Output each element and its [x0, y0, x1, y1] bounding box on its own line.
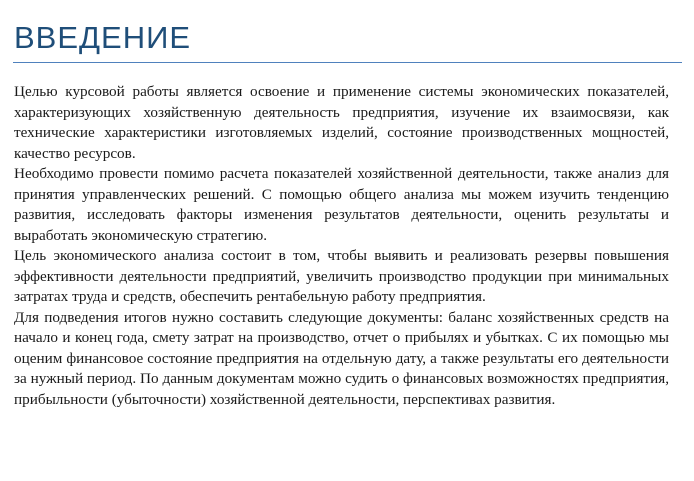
document-body: [14, 82, 669, 410]
paragraph-goal: Целью курсовой работы является освоение и применение системы экономических показателей, характеризующих хозяйственную деятельность предприятия, изучение их взаимосвязи, как технические характеристики изготовляемых изделий, состояние производственных мощностей, качество ресурсов.: [14, 83, 669, 162]
paragraph-economic-analysis: Цель экономического анализа состоит в том, чтобы выявить и реализовать резервы повышения эффективности деятельности предприятий, увеличить производство продукции при минимальных затратах труда и средств, обеспечить рентабельную работу предприятия.: [14, 247, 669, 305]
paragraph-analysis: Необходимо провести помимо расчета показателей хозяйственной деятельности, также анализ для принятия управленческих решений. С помощью общего анализа мы можем изучить тенденцию развития, исследовать факторы изменения результатов деятельности, оценить результаты и выработать экономическую стратегию.: [14, 165, 669, 244]
paragraph-documents: Для подведения итогов нужно составить следующие документы: баланс хозяйственных средств на начало и конец года, смету затрат на производство, отчет о прибылях и убытках. С их помощью мы оценим финансовое состояние предприятия на отдельную дату, а также результаты его деятельности за нужный период. По данным документам можно судить о финансовых возможностях предприятия, прибыльности (убыточности) хозяйственной деятельности, перспективах развития.: [14, 308, 669, 408]
heading-underline: [13, 62, 682, 63]
section-heading: ВВЕДЕНИЕ: [14, 20, 192, 55]
